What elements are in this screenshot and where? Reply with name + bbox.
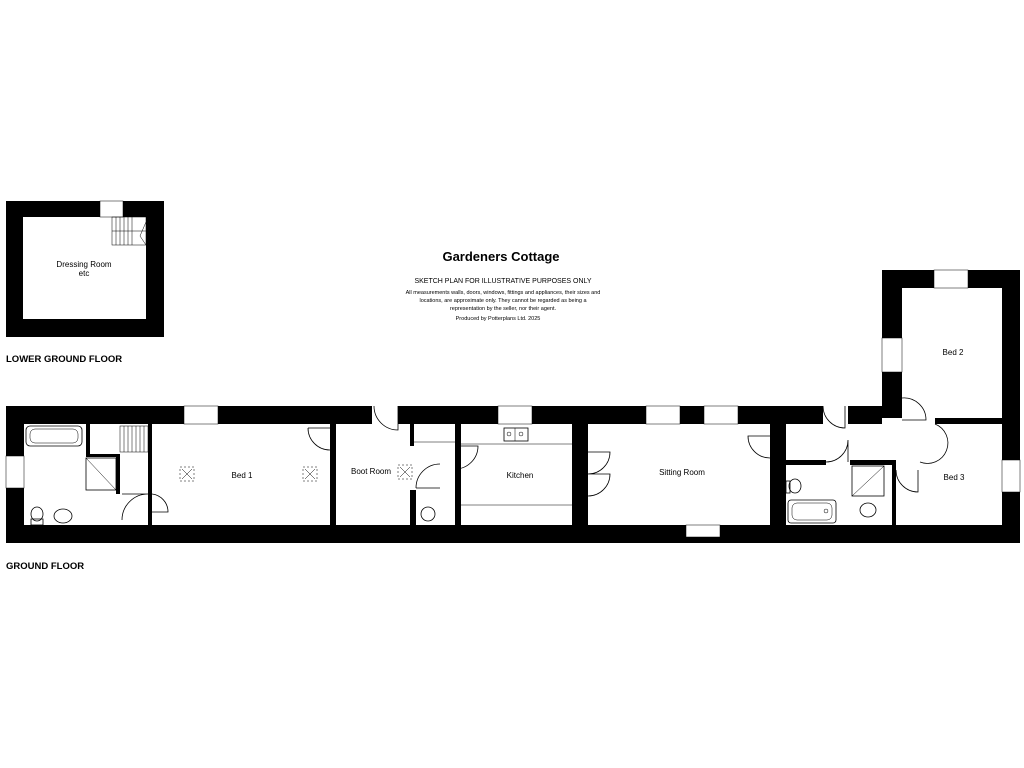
window xyxy=(184,406,218,424)
window xyxy=(882,338,902,372)
partition xyxy=(572,424,588,525)
toilet-fitting xyxy=(786,479,801,493)
plan-title: Gardeners Cottage xyxy=(442,249,560,264)
partition xyxy=(116,454,120,494)
partition xyxy=(770,424,786,525)
window xyxy=(704,406,738,424)
kitchen-worktop xyxy=(414,428,572,505)
ceiling-light-icon xyxy=(180,467,194,481)
partition xyxy=(850,460,896,465)
room-label-kitchen: Kitchen xyxy=(506,471,534,480)
partition xyxy=(86,424,90,454)
partition xyxy=(148,424,152,525)
wall xyxy=(848,406,882,424)
ceiling-light-icon xyxy=(398,465,412,479)
shower-tray xyxy=(852,466,884,496)
window xyxy=(498,406,532,424)
door-swing xyxy=(588,452,610,496)
partition xyxy=(455,424,461,525)
partition xyxy=(86,454,116,457)
door-swing xyxy=(122,494,148,520)
ceiling-light-icon xyxy=(303,467,317,481)
door-swing xyxy=(896,470,918,492)
wall xyxy=(6,525,1020,543)
wall xyxy=(935,418,1002,424)
window xyxy=(934,270,968,288)
basin-fitting xyxy=(54,509,72,523)
cylinder-icon xyxy=(421,507,435,521)
wall xyxy=(1002,270,1020,543)
disclaimer-line: All measurements walls, doors, windows, fittings and appliances, their sizes and xyxy=(405,290,601,296)
disclaimer-line: locations, are approximate only. They cannot be regarded as being a xyxy=(419,298,587,304)
door-swing xyxy=(374,406,398,430)
partition xyxy=(410,490,416,525)
window xyxy=(686,525,720,537)
floor-label-lower-ground: LOWER GROUND FLOOR xyxy=(6,354,123,365)
wall xyxy=(398,406,823,424)
partition xyxy=(786,460,826,465)
partition xyxy=(892,460,896,525)
basin-fitting xyxy=(860,503,876,517)
staircase xyxy=(120,426,148,452)
bath-fitting xyxy=(788,500,836,523)
window xyxy=(100,201,123,217)
room-label-bed-3: Bed 3 xyxy=(943,473,965,482)
room-label-bed-2: Bed 2 xyxy=(942,348,964,357)
floor-label-ground: GROUND FLOOR xyxy=(6,561,85,572)
door-swing xyxy=(920,424,948,463)
producer-credit: Produced by Potterplans Ltd. 2025 xyxy=(455,316,541,322)
lower-ground-floor-plan xyxy=(6,201,164,337)
window xyxy=(646,406,680,424)
partition xyxy=(330,424,336,525)
toilet-fitting xyxy=(31,507,43,525)
window xyxy=(1002,460,1020,492)
bath-fitting xyxy=(26,426,82,446)
door-swing xyxy=(823,406,845,428)
door-swing xyxy=(152,494,168,512)
disclaimer-line: representation by the seller, nor their agent. xyxy=(449,306,557,312)
title-block xyxy=(406,249,601,322)
plan-subtitle: SKETCH PLAN FOR ILLUSTRATIVE PURPOSES ONLY xyxy=(414,278,592,285)
door-swing xyxy=(902,398,926,420)
room-label-bed-1: Bed 1 xyxy=(231,471,253,480)
room-label-boot-room: Boot Room xyxy=(350,467,392,476)
door-swing xyxy=(416,464,440,488)
room-label-dressing-room: Dressing Room xyxy=(56,260,112,269)
door-swing xyxy=(308,428,330,450)
wall xyxy=(146,201,164,337)
window xyxy=(6,456,24,488)
wall xyxy=(6,319,164,337)
door-swing xyxy=(748,436,770,458)
staircase xyxy=(112,217,146,245)
room-label-sitting-room: Sitting Room xyxy=(659,468,705,477)
partition xyxy=(410,424,414,446)
room-label-dressing-room-etc: etc xyxy=(78,269,90,278)
wall xyxy=(6,201,164,217)
shower-tray xyxy=(86,458,116,490)
wall xyxy=(6,201,23,337)
door-swing xyxy=(826,440,848,462)
